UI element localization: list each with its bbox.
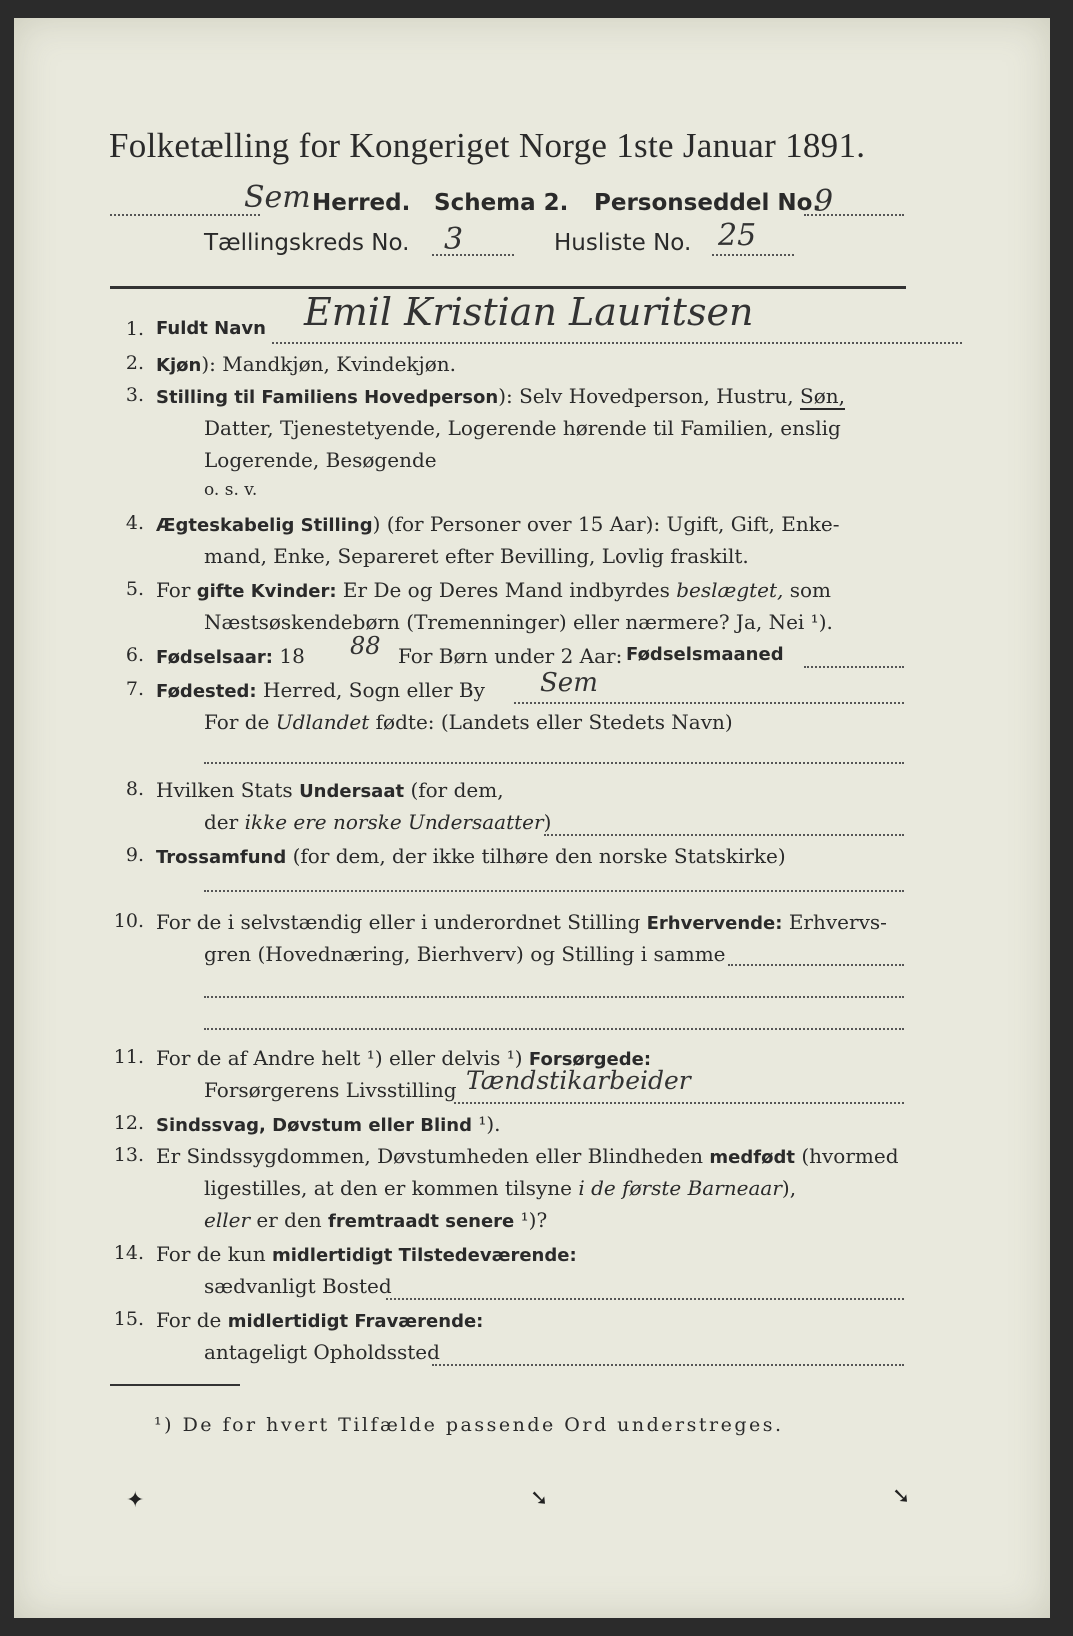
q10-extra-line1 (204, 996, 904, 998)
q5-italic: beslægtet, (676, 578, 784, 602)
q3-line3-text: Logerende, Besøgende (204, 448, 437, 472)
q11-number: 11. (113, 1046, 144, 1068)
q4-label: Ægteskabelig Stilling (156, 515, 373, 536)
q14-line2-text: sædvanligt Bosted (204, 1274, 392, 1298)
q4-line2-text: mand, Enke, Separeret efter Bevilling, Lovlig fraskilt. (204, 544, 749, 568)
q9-number: 9. (125, 844, 144, 866)
q13-text: (hvormed (801, 1144, 899, 1168)
personseddel-value: 9 (814, 184, 834, 219)
q3-options: ): Selv Hovedperson, Hustru, (498, 384, 794, 408)
q9-text: (for dem, der ikke tilhøre den norske Statskirke) (292, 844, 786, 868)
q7-line2-italic: Udlandet (275, 710, 370, 734)
q12-label: Sindssvag, Døvstum eller Blind (156, 1115, 472, 1136)
q14-label: midlertidigt Tilstedeværende: (271, 1245, 577, 1266)
q13-number: 13. (113, 1144, 144, 1166)
q1-label: Fuldt Navn (156, 318, 266, 339)
personseddel-label: Personseddel No. (594, 190, 822, 216)
q2-label: Kjøn (156, 355, 202, 376)
q15-line (432, 1364, 904, 1366)
q6-line (804, 666, 904, 668)
herred-value: Sem (244, 180, 311, 215)
schema-label: Schema 2. (434, 190, 569, 216)
q3-line4-text: o. s. v. (204, 480, 258, 500)
q6-prefix: 18 (279, 644, 305, 668)
q7-line (514, 702, 904, 704)
q3-selected: Søn, (800, 384, 845, 408)
herred-line (110, 214, 260, 216)
q6-text: For Børn under 2 Aar: (398, 644, 623, 668)
q1-line (272, 342, 962, 344)
header-rule (110, 286, 906, 289)
q5-label: gifte Kvinder: (196, 581, 337, 602)
q13-line3-italic: eller (204, 1208, 251, 1232)
q11-line2-text: Forsørgerens Livsstilling (204, 1078, 457, 1102)
husliste-value: 25 (718, 218, 757, 253)
q12-end: ¹). (478, 1112, 501, 1136)
herred-label: Herred. (312, 190, 411, 216)
q13-line2-end: ), (781, 1176, 797, 1200)
q8-pre: Hvilken Stats (156, 778, 293, 802)
q5-end: som (789, 578, 832, 602)
q8-line2-end: ) (543, 810, 552, 834)
q11-label: Forsørgede: (528, 1049, 652, 1070)
q9-label: Trossamfund (156, 847, 287, 868)
q5-text: Er De og Deres Mand indbyrdes (342, 578, 670, 602)
q7-line2-pre: For de (204, 710, 270, 734)
q13-line2-italic: i de første Barneaar (578, 1176, 782, 1200)
q8-line2-italic: ikke ere norske Undersaatter (244, 810, 544, 834)
q15-number: 15. (113, 1308, 144, 1330)
q14-line (386, 1298, 904, 1300)
q15-label: midlertidigt Fraværende: (227, 1311, 484, 1332)
q13-label: medfødt (709, 1147, 795, 1168)
q8-line2-pre: der (204, 810, 239, 834)
q9-line (204, 890, 904, 892)
q6-year-value: 88 (350, 632, 381, 660)
q10-text: Erhvervs- (788, 910, 887, 934)
q7-line2-text: fødte: (Landets eller Stedets Navn) (375, 710, 733, 734)
q7-number: 7. (125, 678, 144, 700)
q1-name-value: Emil Kristian Lauritsen (304, 290, 754, 334)
q4-number: 4. (125, 512, 144, 534)
q14-number: 14. (113, 1242, 144, 1264)
census-form (14, 18, 1050, 1618)
q6-label: Fødselsaar: (156, 647, 273, 668)
binding-mark-icon: ➘ (530, 1486, 549, 1511)
q8-text: (for dem, (410, 778, 504, 802)
q4-options: ) (for Personer over 15 Aar): Ugift, Gift, Enke- (372, 512, 840, 536)
q7-place-value: Sem (540, 668, 598, 698)
q5-pre: For (156, 578, 191, 602)
binding-mark-icon: ➘ (892, 1484, 911, 1509)
husliste-label: Husliste No. (554, 230, 692, 256)
q8-line (544, 834, 904, 836)
q8-number: 8. (125, 778, 144, 800)
q11-pre: For de af Andre helt ¹) eller delvis ¹) (156, 1046, 523, 1070)
q13-line3-end: ¹)? (520, 1208, 548, 1232)
q10-extra-line2 (204, 1028, 904, 1030)
footnote: ¹) De for hvert Tilfælde passende Ord understreges. (154, 1414, 784, 1436)
q10-number: 10. (113, 910, 144, 932)
q6-label2: Fødselsmaaned (626, 644, 784, 665)
q14-pre: For de kun (156, 1242, 266, 1266)
form-title: Folketælling for Kongeriget Norge 1ste Januar 1891. (109, 126, 866, 165)
binding-mark-icon: ✦ (126, 1488, 145, 1513)
q11-occupation-value: Tændstikarbeider (466, 1066, 691, 1095)
footnote-rule (110, 1384, 240, 1386)
kreds-value: 3 (444, 222, 464, 257)
q15-line2-text: antageligt Opholdssted (204, 1340, 440, 1364)
kreds-label: Tællingskreds No. (204, 230, 410, 256)
q13-line3-mid: er den (256, 1208, 322, 1232)
q10-label: Erhvervende: (646, 913, 783, 934)
q1-number: 1. (125, 318, 144, 340)
q7-text: Herred, Sogn eller By (263, 678, 485, 702)
q5-number: 5. (125, 578, 144, 600)
q2-number: 2. (125, 352, 144, 374)
q7-label: Fødested: (156, 681, 257, 702)
q6-number: 6. (125, 644, 144, 666)
q5-line2-text: Næstsøskendebørn (Tremenninger) eller nærmere? Ja, Nei ¹). (204, 610, 833, 634)
q3-label: Stilling til Familiens Hovedperson (156, 387, 499, 408)
q10-pre: For de i selvstændig eller i underordnet Stilling (156, 910, 641, 934)
q13-pre: Er Sindssygdommen, Døvstumheden eller Blindheden (156, 1144, 704, 1168)
q12-number: 12. (113, 1112, 144, 1134)
q8-label: Undersaat (299, 781, 405, 802)
q10-line2-text: gren (Hovednæring, Bierhverv) og Stilling i samme (204, 942, 726, 966)
q2-options: ): Mandkjøn, Kvindekjøn. (201, 352, 457, 376)
husliste-line (712, 254, 794, 256)
q7-extra-line (204, 762, 904, 764)
q11-line (454, 1102, 904, 1104)
q3-number: 3. (125, 384, 144, 406)
q10-line (728, 964, 904, 966)
q3-line2-text: Datter, Tjenestetyende, Logerende hørende til Familien, enslig (204, 416, 841, 440)
q13-line2-pre: ligestilles, at den er kommen tilsyne (204, 1176, 572, 1200)
q15-pre: For de (156, 1308, 222, 1332)
q13-line3-bold: fremtraadt senere (328, 1211, 515, 1232)
